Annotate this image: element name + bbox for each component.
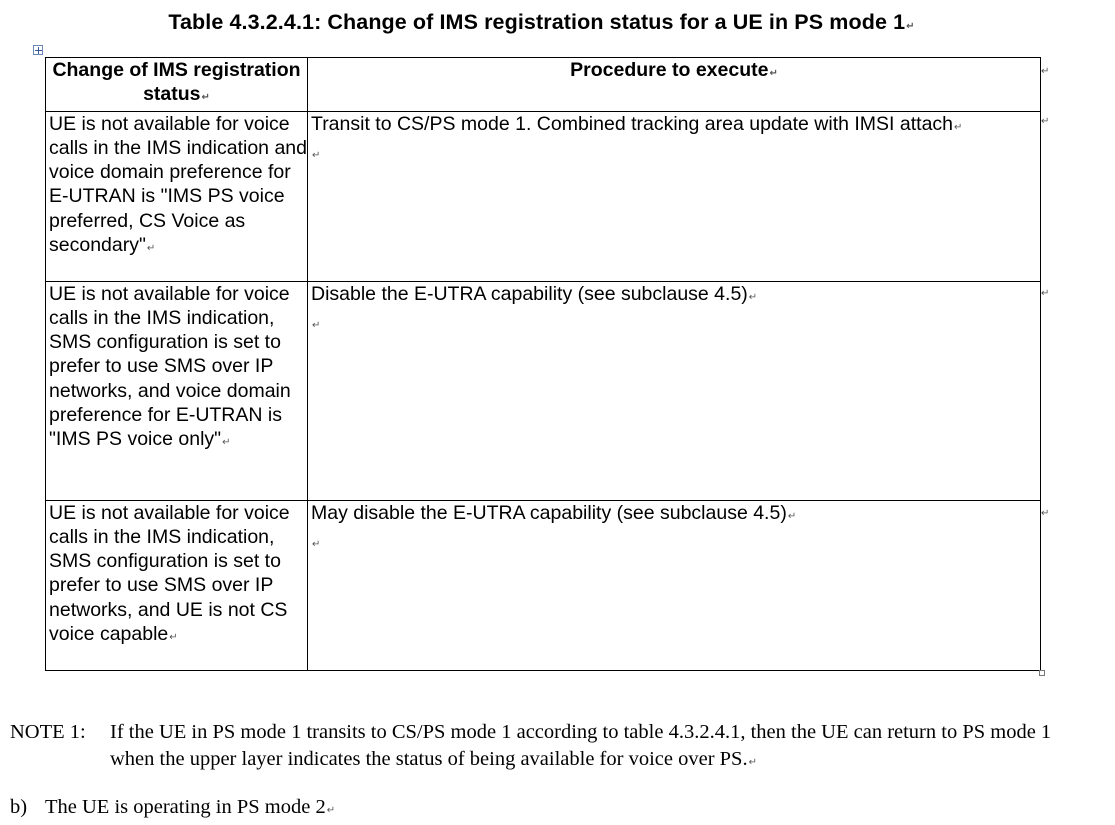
row-end-mark-icon: ↵	[1041, 288, 1050, 299]
table-row	[46, 111, 1041, 281]
list-item-label: b)	[10, 796, 28, 818]
column-header-status-label: Change of IMS registration status	[52, 59, 301, 106]
status-text: UE is not available for voice calls in the IMS indication and voice domain preference for E-UTRAN is "IMS PS voice preferred, CS Voice as secondary"	[49, 112, 307, 257]
paragraph-mark-icon: ↵	[787, 510, 797, 522]
table-title-text: Table 4.3.2.4.1: Change of IMS registration status for a UE in PS mode 1	[168, 10, 906, 34]
table-row	[46, 500, 1041, 670]
row-end-mark-icon: ↵	[1041, 508, 1050, 519]
paragraph-mark-icon: ↵	[312, 319, 321, 331]
note-paragraph	[10, 719, 1100, 776]
paragraph-mark-icon: ↵	[222, 437, 231, 449]
paragraph-mark-icon: ↵	[906, 21, 915, 32]
row-end-mark-icon: ↵	[1041, 116, 1050, 127]
list-item-text: The UE is operating in PS mode 2	[45, 796, 326, 818]
status-text: UE is not available for voice calls in the IMS indication, SMS configuration is set to prefer to use SMS over IP networks, and voice domain preference for E-UTRAN is "IMS PS voice only"	[49, 282, 291, 451]
table-cell-procedure[interactable]	[308, 111, 1041, 281]
table-title	[0, 8, 1083, 41]
table-row	[46, 281, 1041, 500]
table-cell-procedure[interactable]	[308, 281, 1041, 500]
paragraph-mark-icon: ↵	[748, 757, 757, 768]
note-text	[110, 719, 1100, 776]
procedure-text: Disable the E-UTRA capability (see subclause 4.5)	[311, 282, 748, 305]
column-header-procedure[interactable]	[308, 58, 1041, 112]
column-header-procedure-label: Procedure to execute	[570, 59, 769, 81]
table-cell-status[interactable]	[46, 111, 308, 281]
note-body: If the UE in PS mode 1 transits to CS/PS mode 1 according to table 4.3.2.4.1, then the UE can return to PS mode 1 when the upper layer indicates the status of being available for voice over PS.	[110, 721, 1052, 770]
procedure-text: Transit to CS/PS mode 1. Combined tracking area update with IMSI attach	[311, 112, 954, 135]
note-label: NOTE 1:	[10, 721, 86, 743]
procedure-text: May disable the E-UTRA capability (see subclause 4.5)	[311, 501, 787, 524]
paragraph-mark-icon: ↵	[326, 805, 336, 816]
list-item	[10, 794, 335, 824]
column-header-status[interactable]	[46, 58, 308, 112]
table-cell-procedure[interactable]	[308, 500, 1041, 670]
row-end-mark-icon: ↵	[1041, 66, 1050, 77]
table-header-row	[46, 58, 1041, 112]
paragraph-mark-icon: ↵	[312, 149, 321, 161]
paragraph-mark-icon: ↵	[146, 243, 156, 255]
paragraph-mark-icon: ↵	[769, 68, 778, 79]
paragraph-mark-icon: ↵	[954, 121, 963, 133]
paragraph-mark-icon: ↵	[169, 632, 178, 644]
table-resize-handle-icon[interactable]	[1039, 670, 1045, 676]
table-cell-status[interactable]	[46, 281, 308, 500]
table-cell-status[interactable]	[46, 500, 308, 670]
paragraph-mark-icon: ↵	[748, 291, 758, 303]
registration-status-table	[45, 57, 1041, 671]
table-move-handle-icon[interactable]	[33, 45, 43, 55]
paragraph-mark-icon: ↵	[201, 92, 210, 104]
status-text: UE is not available for voice calls in the IMS indication, SMS configuration is set to prefer to use SMS over IP networks, and UE is not CS voice capable	[49, 501, 290, 646]
paragraph-mark-icon: ↵	[312, 538, 321, 550]
